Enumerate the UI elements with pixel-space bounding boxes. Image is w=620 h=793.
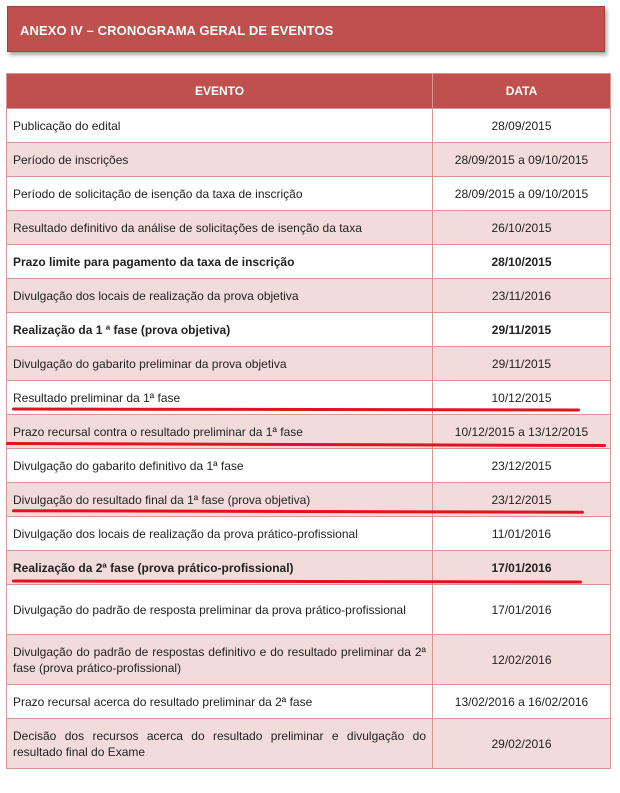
- event-cell: Divulgação do gabarito definitivo da 1ª fase: [7, 449, 433, 483]
- date-cell: 17/01/2016: [433, 585, 611, 635]
- table-row: [7, 635, 611, 685]
- table-row: [7, 685, 611, 719]
- date-cell: 29/02/2016: [433, 719, 611, 769]
- date-cell: 10/12/2015: [433, 381, 611, 415]
- date-cell: 28/09/2015 a 09/10/2015: [433, 143, 611, 177]
- table-row: [7, 143, 611, 177]
- event-cell: Publicação do edital: [7, 109, 433, 143]
- table-row: [7, 313, 611, 347]
- event-cell: Divulgação do padrão de respostas definitivo e do resultado preliminar da 2ª fase (prova prático-profissional): [7, 635, 433, 685]
- event-cell: Prazo limite para pagamento da taxa de inscrição: [7, 245, 433, 279]
- events-table: [6, 73, 611, 769]
- event-cell: Resultado definitivo da análise de solicitações de isenção da taxa: [7, 211, 433, 245]
- event-cell: Período de solicitação de isenção da taxa de inscrição: [7, 177, 433, 211]
- date-cell: 29/11/2015: [433, 313, 611, 347]
- table-header-row: [7, 74, 611, 109]
- section-title: ANEXO IV – CRONOGRAMA GERAL DE EVENTOS: [20, 23, 334, 38]
- date-cell: 26/10/2015: [433, 211, 611, 245]
- column-header-data: DATA: [433, 74, 611, 109]
- date-cell: 29/11/2015: [433, 347, 611, 381]
- event-cell: Realização da 2ª fase (prova prático-profissional): [7, 551, 433, 585]
- table-row: [7, 517, 611, 551]
- date-cell: 23/12/2015: [433, 483, 611, 517]
- event-cell: Decisão dos recursos acerca do resultado preliminar e divulgação do resultado final do Exame: [7, 719, 433, 769]
- table-row: [7, 211, 611, 245]
- event-cell: Prazo recursal contra o resultado preliminar da 1ª fase: [7, 415, 433, 449]
- date-cell: 28/09/2015: [433, 109, 611, 143]
- event-cell: Divulgação dos locais de realização da prova prático-profissional: [7, 517, 433, 551]
- date-cell: 17/01/2016: [433, 551, 611, 585]
- date-cell: 23/11/2016: [433, 279, 611, 313]
- date-cell: 28/09/2015 a 09/10/2015: [433, 177, 611, 211]
- event-cell: Período de inscrições: [7, 143, 433, 177]
- table-row: [7, 719, 611, 769]
- column-header-evento: EVENTO: [7, 74, 433, 109]
- event-cell: Resultado preliminar da 1ª fase: [7, 381, 433, 415]
- date-cell: 13/02/2016 a 16/02/2016: [433, 685, 611, 719]
- date-cell: 28/10/2015: [433, 245, 611, 279]
- section-banner: [7, 6, 605, 52]
- date-cell: 23/12/2015: [433, 449, 611, 483]
- table-row: [7, 279, 611, 313]
- table-row: [7, 177, 611, 211]
- event-cell: Prazo recursal acerca do resultado preliminar da 2ª fase: [7, 685, 433, 719]
- date-cell: 12/02/2016: [433, 635, 611, 685]
- event-cell: Divulgação dos locais de realização da prova objetiva: [7, 279, 433, 313]
- date-cell: 10/12/2015 a 13/12/2015: [433, 415, 611, 449]
- date-cell: 11/01/2016: [433, 517, 611, 551]
- table-row: [7, 347, 611, 381]
- event-cell: Divulgação do gabarito preliminar da prova objetiva: [7, 347, 433, 381]
- table-row: [7, 245, 611, 279]
- table-row: [7, 449, 611, 483]
- event-cell: Realização da 1 ª fase (prova objetiva): [7, 313, 433, 347]
- event-cell: Divulgação do padrão de resposta preliminar da prova prático-profissional: [7, 585, 433, 635]
- event-cell: Divulgação do resultado final da 1ª fase (prova objetiva): [7, 483, 433, 517]
- table-row: [7, 585, 611, 635]
- table-row: [7, 109, 611, 143]
